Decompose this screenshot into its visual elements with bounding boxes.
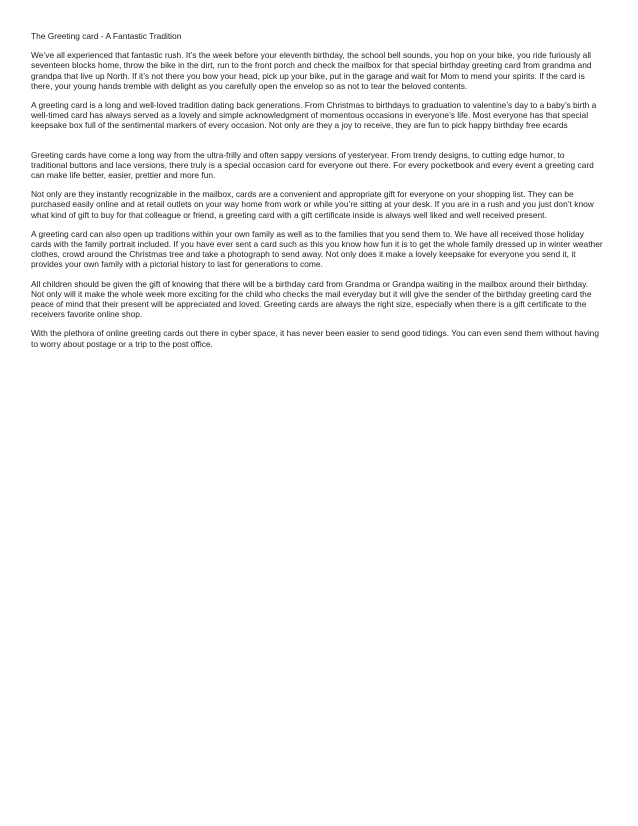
paragraph-4: Not only are they instantly recognizable in the mailbox, cards are a convenient and appropriate gift for everyone on your shopping list. They can be purchased easily online and at retail outlets on your way home from work or while you’re sitting at your desk. If you are in a rush and you just don’t know what kind of gift to buy for that colleague or friend, a greeting card with a gift certificate inside is always well liked and well received present. xyxy=(31,189,594,220)
document-title: The Greeting card - A Fantastic Tradition xyxy=(31,31,182,41)
paragraph-1: We’ve all experienced that fantastic rush. It’s the week before your eleventh birthday, the school bell sounds, you hop on your bike, you ride furiously all seventeen blocks home, throw the bike in the dirt, run to the front porch and check the mailbox for that special birthday greeting card from grandma and grandpa that live up North. If it’s not there you bow your head, pick up your bike, put in the garage and wait for Mom to mend your spirits. If the card is there, your young hands tremble with delight as you carefully open the envelop so as not to tear the beloved contents. xyxy=(31,50,592,91)
document-body xyxy=(31,31,603,358)
paragraph-6: All children should be given the gift of knowing that there will be a birthday card from Grandma or Grandpa waiting in the mailbox around their birthday. Not only will it make the whole week more exciting for the child who checks the mail everyday but it will give the sender of the birthday greeting card the peace of mind that their present will be appreciated and loved. Greeting cards are always the right size, especially when there is a gift certificate to the receivers favorite online shop. xyxy=(31,278,592,320)
paragraph-3: Greeting cards have come a long way from the ultra-frilly and often sappy versions of yesteryear. From trendy designs, to cutting edge humor, to traditional buttons and lace versions, there truly is a special occasion card for everyone out there. For every pocketbook and every event a greeting card can make life better, easier, prettier and more fun. xyxy=(31,149,594,181)
paragraph-5: A greeting card can also open up traditions within your own family as well as to the families that you send them to. We have all received those holiday cards with the family portrait included. If you have ever sent a card such as this you know how fun it is to get the whole family dressed up in winter weather clothes, crowd around the Christmas tree and take a photograph to send away. Not only does it make a lovely keepsake for everyone you send it, it provides your own family with a pictorial history to last for generations to come. xyxy=(31,228,603,270)
paragraph-2: A greeting card is a long and well-loved tradition dating back generations. From Christmas to birthdays to graduation to valentine’s day to a baby’s birth a well-timed card has always served as a lovely and simple acknowledgment of momentous occasions in everyone’s life. Most everyone has that special keepsake box full of the sentimental markers of every occasion. Not only are they a joy to receive, they are fun to pick happy birthday free ecards xyxy=(31,100,597,131)
paragraph-7: With the plethora of online greeting cards out there in cyber space, it has never been easier to send good tidings. You can even send them without having to worry about postage or a trip to the post office. xyxy=(31,328,600,349)
